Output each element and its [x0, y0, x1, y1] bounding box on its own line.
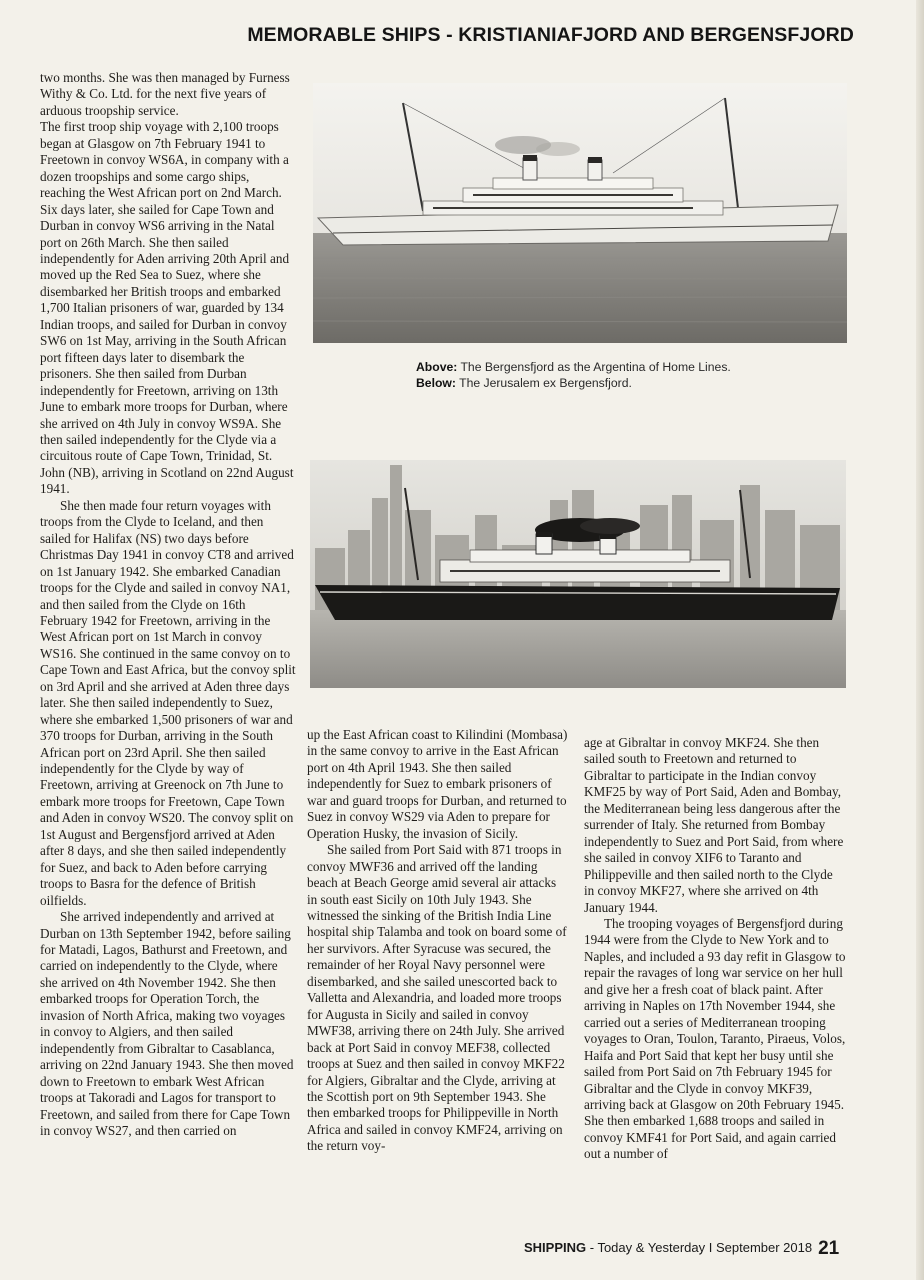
paragraph: The trooping voyages of Bergensfjord during 1944 were from the Clyde to New York and to Naples, and included a 93 day refit in Glasgow to repair the ravages of long war service on her hull and give her a fresh coat of black paint. After arriving in Naples on 17th November 1944, she carried out a series of Mediterranean trooping voyages to Oran, Toulon, Taranto, Piraeus, Volos, Haifa and Port Said that kept her busy until she sailed from Port Said on 7th February 1945 for Gibraltar and the Clyde in convoy MKF39, arriving back at Glasgow on 20th February 1945. She then embarked 1,688 troops and sailed in convoy KMF41 for Port Said, and again carried out a number of: [584, 915, 846, 1162]
ship-photo-jerusalem: [310, 460, 846, 688]
magazine-subtitle: - Today & Yesterday: [586, 1240, 706, 1255]
paragraph: age at Gibraltar in convoy MKF24. She then sailed south to Freetown and returned to Gibraltar to participate in the Indian convoy KMF25 by way of Port Said, Aden and Bombay, the Mediterranean being less dangerous after the surrender of Italy. She returned from Bombay independently to Suez and Port Said, from where she sailed in convoy XIF6 to Taranto and Philippeville and then sailed north to the Clyde in convoy MKF27, where she arrived on 4th January 1944.: [584, 735, 844, 915]
caption-above-label: Above:: [416, 360, 458, 374]
page-header-title: MEMORABLE SHIPS - KRISTIANIAFJORD AND BERGENSFJORD: [247, 24, 854, 46]
ship-photo-argentina: [313, 83, 847, 343]
issue-date: September 2018: [715, 1240, 813, 1255]
page-number: 21: [818, 1238, 840, 1259]
footer-separator: I: [705, 1240, 716, 1255]
paragraph: She then made four return voyages with troops from the Clyde to Iceland, and then sailed for Halifax (NS) two days before Christmas Day 1941 in convoy CT8 and arrived on 1st January 1942. She embarked Canadian troops for the Clyde and sailed in convoy NA1, and then sailed from the Clyde on 16th February 1942 for Freetown, arriving in the West African port on 1st March in convoy WS16. She continued in the same convoy on to Cape Town and East Africa, but the convoy split on 3rd April and she arrived at Aden three days later. She then sailed independently to Suez, where she embarked 1,500 prisoners of war and 370 troops for Durban, arriving in the South African port on 23rd April. She then sailed independently for the Clyde by way of Freetown, arriving at Greenock on 7th June to embark more troops for Freetown, Cape Town and Aden in convoy WS20. The convoy split on 1st August and Bergensfjord arrived at Aden after 8 days, and she then sailed independently for Suez, and back to Aden before carrying troops to Basra for the defence of British oilfields.: [40, 497, 296, 908]
paragraph: The first troop ship voyage with 2,100 troops began at Glasgow on 7th February 1941 to Freetown in convoy WS6A, in company with a dozen troopships and some cargo ships, reaching the West African port on 2nd March. Six days later, she sailed for Cape Town and Durban in convoy WS6 arriving in the Natal port on 26th March. She then sailed independently for Aden arriving 20th April and moved up the Red Sea to Suez, where she disembarked her British troops and embarked 1,700 Italian prisoners of war, guarded by 134 Indian troops, and sailed for Durban in convoy SW6 on 1st May, arriving in the South African port fifteen days later to disembark the prisoners. She then sailed from Durban independently for Freetown, arriving on 13th June to embark more troops for Durban, where she arrived on 4th July in convoy WS9A. She then sailed independently for the Clyde via a circuitous route of Cape Town, Trinidad, St. John (NB), arriving in Scotland on 22nd August 1941.: [40, 119, 294, 497]
text-column-3: [584, 735, 846, 1163]
text-column-1: [40, 70, 296, 1139]
text-column-2: [307, 727, 569, 1155]
magazine-name: SHIPPING: [524, 1240, 587, 1255]
caption-above: [416, 359, 836, 375]
paragraph: two months. She was then managed by Furness Withy & Co. Ltd. for the next five years of arduous troopship service.: [40, 70, 290, 118]
paragraph: up the East African coast to Kilindini (Mombasa) in the same convoy to arrive in the East African port on 4th April 1943. She then sailed independently for Suez to embark prisoners of war and guard troops for Durban, and returned to Suez in convoy WS29 via Aden to prepare for Operation Husky, the invasion of Sicily.: [307, 727, 568, 841]
caption-below-text: The Jerusalem ex Bergensfjord.: [455, 376, 632, 390]
caption-below-label: Below:: [416, 376, 456, 390]
caption-below: [416, 375, 836, 391]
paragraph: She arrived independently and arrived at Durban on 13th September 1942, before sailing for Matadi, Lagos, Bathurst and Freetown, and carried on independently to the Clyde, where she arrived on 4th November 1942. She then embarked troops for Operation Torch, the invasion of North Africa, making two voyages in convoy to Algiers, and then sailed independently from Gibraltar to Casablanca, arriving on 22nd January 1943. She then moved down to Freetown to embark West African troops at Takoradi and Lagos for transport to Freetown, and sailed from there for Cape Town in convoy WS27, and then carried on: [40, 909, 294, 1138]
caption-above-text: The Bergensfjord as the Argentina of Home Lines.: [457, 360, 731, 374]
paragraph: She sailed from Port Said with 871 troops in convoy MWF36 and arrived off the landing beach at Beach George amid several air attacks in south east Sicily on 10th July 1943. She witnessed the sinking of the British India Line hospital ship Talamba and took on board some of her survivors. After Syracuse was secured, the remainder of her Royal Navy personnel were disembarked, and she sailed unescorted back to Valletta and Alexandria, and loaded more troops for Augusta in Sicily and sailed in convoy MWF38, arriving there on 24th July. She arrived back at Port Said in convoy MEF38, collected troops at Suez and then sailed in convoy MKF22 for Algiers, Gibraltar and the Clyde, arriving at the Scottish port on 9th September 1943. She then embarked troops for Philippeville in North Africa and sailed in convoy KMF24, arriving on the return voy-: [307, 842, 567, 1154]
page-footer: [524, 1238, 839, 1260]
page-spine-shadow: [916, 0, 924, 1280]
photo-caption: [416, 359, 836, 391]
white-ship-illustration: [313, 83, 847, 343]
black-ship-skyline-illustration: [310, 460, 846, 688]
